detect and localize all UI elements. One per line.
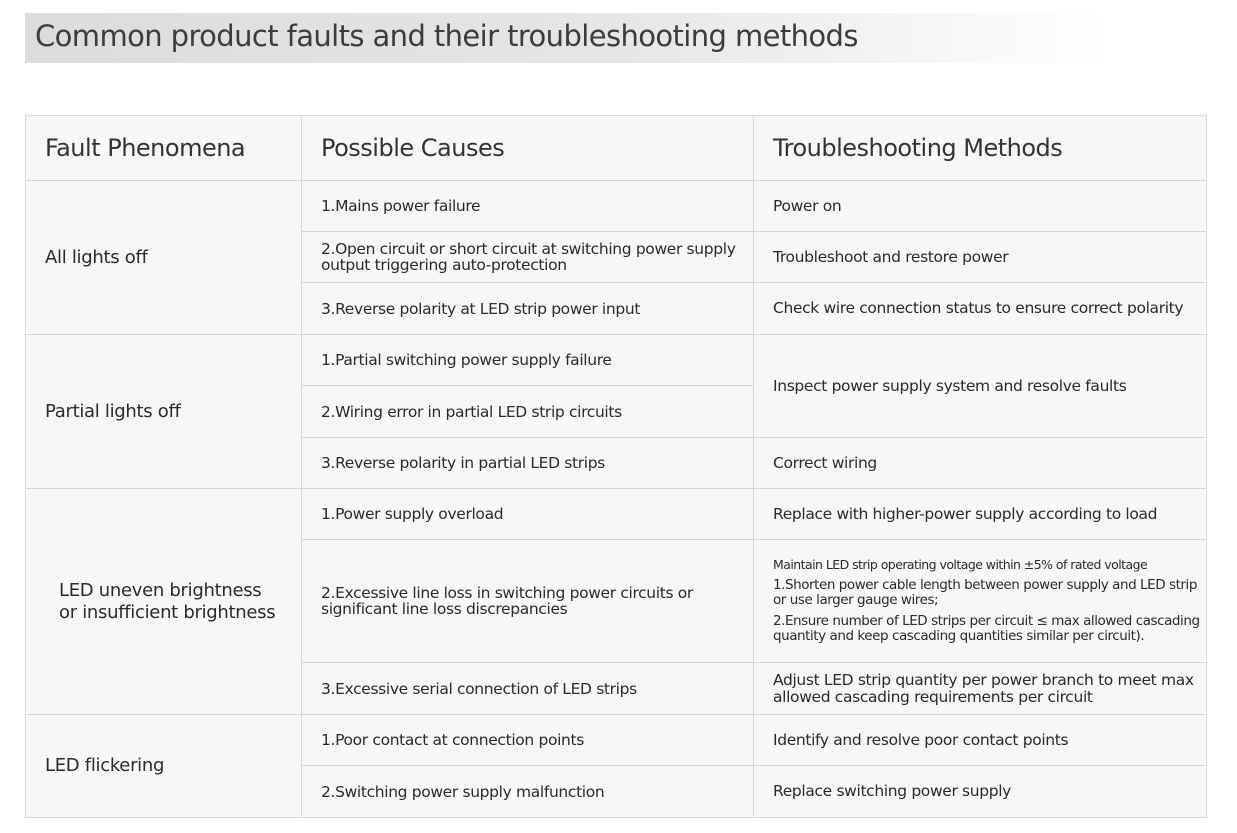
method-intro: Maintain LED strip operating voltage within ±5% of rated voltage: [773, 557, 1148, 572]
method-item: 2.Ensure number of LED strips per circuit ≤ max allowed cascading quantity and keep cascading quantities similar per circuit).: [773, 613, 1200, 644]
cause-cell: 2.Switching power supply malfunction: [302, 766, 754, 818]
cause-cell: 2.Open circuit or short circuit at switching power supply output triggering auto-protection: [302, 232, 754, 283]
cause-cell: 2.Excessive line loss in switching power circuits or significant line loss discrepancies: [302, 540, 754, 663]
method-cell: Correct wiring: [754, 438, 1207, 489]
cause-cell: 3.Excessive serial connection of LED strips: [302, 663, 754, 715]
fault-led-flickering: LED flickering: [26, 715, 302, 818]
fault-line-1: LED uneven brightness: [59, 579, 262, 601]
cause-cell: 3.Reverse polarity at LED strip power input: [302, 283, 754, 335]
title-banner: [25, 13, 1105, 63]
fault-led-uneven-brightness: [26, 489, 302, 715]
cause-cell: 1.Partial switching power supply failure: [302, 335, 754, 386]
cause-cell: 1.Mains power failure: [302, 181, 754, 232]
fault-line-2: or insufficient brightness: [59, 601, 276, 623]
method-cell-voltage: [754, 540, 1207, 663]
method-cell: Inspect power supply system and resolve faults: [754, 335, 1207, 438]
cause-cell: 3.Reverse polarity in partial LED strips: [302, 438, 754, 489]
method-cell: Identify and resolve poor contact points: [754, 715, 1207, 766]
method-cell: Check wire connection status to ensure correct polarity: [754, 283, 1207, 335]
method-item: 1.Shorten power cable length between power supply and LED strip or use larger gauge wires;: [773, 577, 1197, 608]
cause-cell: 1.Poor contact at connection points: [302, 715, 754, 766]
header-possible-causes: Possible Causes: [302, 116, 754, 181]
cause-cell: 1.Power supply overload: [302, 489, 754, 540]
page-title: Common product faults and their troubleshooting methods: [35, 19, 858, 53]
table-row: [26, 181, 1207, 232]
table-row: [26, 335, 1207, 386]
faults-table: [25, 115, 1207, 818]
method-cell: Power on: [754, 181, 1207, 232]
method-cell: Replace with higher-power supply according to load: [754, 489, 1207, 540]
header-row: [26, 116, 1207, 181]
table-row: [26, 489, 1207, 540]
method-cell: Adjust LED strip quantity per power branch to meet max allowed cascading requirements per circuit: [754, 663, 1207, 715]
method-cell: Replace switching power supply: [754, 766, 1207, 818]
cause-cell: 2.Wiring error in partial LED strip circuits: [302, 386, 754, 438]
method-cell: Troubleshoot and restore power: [754, 232, 1207, 283]
fault-all-lights-off: All lights off: [26, 181, 302, 335]
table-row: [26, 715, 1207, 766]
header-fault-phenomena: Fault Phenomena: [26, 116, 302, 181]
header-troubleshooting-methods: Troubleshooting Methods: [754, 116, 1207, 181]
fault-partial-lights-off: Partial lights off: [26, 335, 302, 489]
